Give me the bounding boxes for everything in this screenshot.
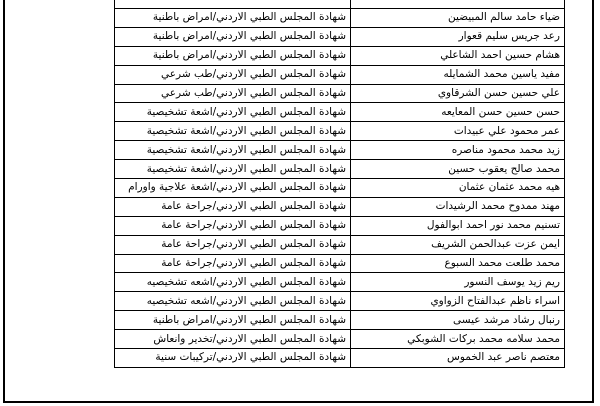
table-row xyxy=(115,103,565,122)
table-row xyxy=(115,349,565,368)
doctor-name-cell: زيد محمد محمود مناصره xyxy=(351,141,565,160)
table-row xyxy=(115,9,565,28)
doctor-name-cell: اسراء ناظم عبدالفتاح الزواوي xyxy=(351,292,565,311)
table-row xyxy=(115,311,565,330)
doctor-name-cell: معتصم ناصر عبد الخموس xyxy=(351,349,565,368)
table-row xyxy=(115,122,565,141)
doctor-name-cell: حسن حسين حسن المعايعه xyxy=(351,103,565,122)
doctor-name-cell: محمد سلامه محمد بركات الشوبكي xyxy=(351,330,565,349)
table-row xyxy=(115,273,565,292)
specialists-table xyxy=(114,0,565,368)
doctor-name-cell: تسنيم محمد نور احمد ابوالفول xyxy=(351,216,565,235)
table-row xyxy=(115,197,565,216)
qualification-cell: شهادة المجلس الطبي الاردني/امراض باطنية xyxy=(115,27,351,46)
qualification-cell: شهادة المجلس الطبي الاردني/تركيبات سنية xyxy=(115,349,351,368)
table-row xyxy=(115,216,565,235)
qualification-cell: شهادة المجلس الطبي الاردني/امراض باطنية xyxy=(115,311,351,330)
table-row xyxy=(115,27,565,46)
qualification-cell: شهادة المجلس الطبي الاردني/طب شرعي xyxy=(115,84,351,103)
doctor-name-cell xyxy=(351,0,565,9)
table-row xyxy=(115,254,565,273)
doctor-name-cell: ريم زيد يوسف النسور xyxy=(351,273,565,292)
table-row xyxy=(115,141,565,160)
qualification-cell: شهادة المجلس الطبي الاردني/امراض باطنية xyxy=(115,46,351,65)
qualification-cell: شهادة المجلس الطبي الاردني/اشعه تشخيصيه xyxy=(115,273,351,292)
doctor-name-cell: هشام حسين احمد الشاعلي xyxy=(351,46,565,65)
qualification-cell xyxy=(115,0,351,9)
doctor-name-cell: محمد طلعت محمد السبوع xyxy=(351,254,565,273)
qualification-cell: شهادة المجلس الطبي الاردني/طب شرعي xyxy=(115,65,351,84)
qualification-cell: شهادة المجلس الطبي الاردني/جراحة عامة xyxy=(115,197,351,216)
table-row xyxy=(115,46,565,65)
table-body xyxy=(115,0,565,367)
table-row xyxy=(115,160,565,179)
doctor-name-cell: رنبال رشاد مرشد عيسى xyxy=(351,311,565,330)
doctor-name-cell: ايمن عزت عبدالحمن الشريف xyxy=(351,235,565,254)
doctor-name-cell: رعد جريس سليم قعوار xyxy=(351,27,565,46)
qualification-cell: شهادة المجلس الطبي الاردني/امراض باطنية xyxy=(115,9,351,28)
qualification-cell: شهادة المجلس الطبي الاردني/اشعة تشخيصية xyxy=(115,103,351,122)
doctor-name-cell: محمد صالح يعقوب حسين xyxy=(351,160,565,179)
doctor-name-cell: هيه محمد عثمان عثمان xyxy=(351,179,565,198)
qualification-cell: شهادة المجلس الطبي الاردني/اشعة تشخيصية xyxy=(115,141,351,160)
qualification-cell: شهادة المجلس الطبي الاردني/جراحة عامة xyxy=(115,235,351,254)
table-row xyxy=(115,84,565,103)
table-row xyxy=(115,0,565,9)
table-row xyxy=(115,65,565,84)
qualification-cell: شهادة المجلس الطبي الاردني/جراحة عامة xyxy=(115,216,351,235)
doctor-name-cell: عمر محمود علي عبيدات xyxy=(351,122,565,141)
qualification-cell: شهادة المجلس الطبي الاردني/تخدير وانعاش xyxy=(115,330,351,349)
qualification-cell: شهادة المجلس الطبي الاردني/اشعة تشخيصية xyxy=(115,122,351,141)
qualification-cell: شهادة المجلس الطبي الاردني/اشعة علاجية واورام xyxy=(115,179,351,198)
qualification-cell: شهادة المجلس الطبي الاردني/جراحة عامة xyxy=(115,254,351,273)
doctor-name-cell: ضياء حامد سالم المبيضين xyxy=(351,9,565,28)
table-row xyxy=(115,330,565,349)
doctor-name-cell: مهند ممدوح محمد الرشيدات xyxy=(351,197,565,216)
table-row xyxy=(115,235,565,254)
qualification-cell: شهادة المجلس الطبي الاردني/اشعة تشخيصية xyxy=(115,160,351,179)
doctor-name-cell: مفيد ياسين محمد الشمايله xyxy=(351,65,565,84)
table-row xyxy=(115,292,565,311)
table-row xyxy=(115,179,565,198)
doctor-name-cell: علي حسين حسن الشرقاوي xyxy=(351,84,565,103)
qualification-cell: شهادة المجلس الطبي الاردني/اشعه تشخيصيه xyxy=(115,292,351,311)
